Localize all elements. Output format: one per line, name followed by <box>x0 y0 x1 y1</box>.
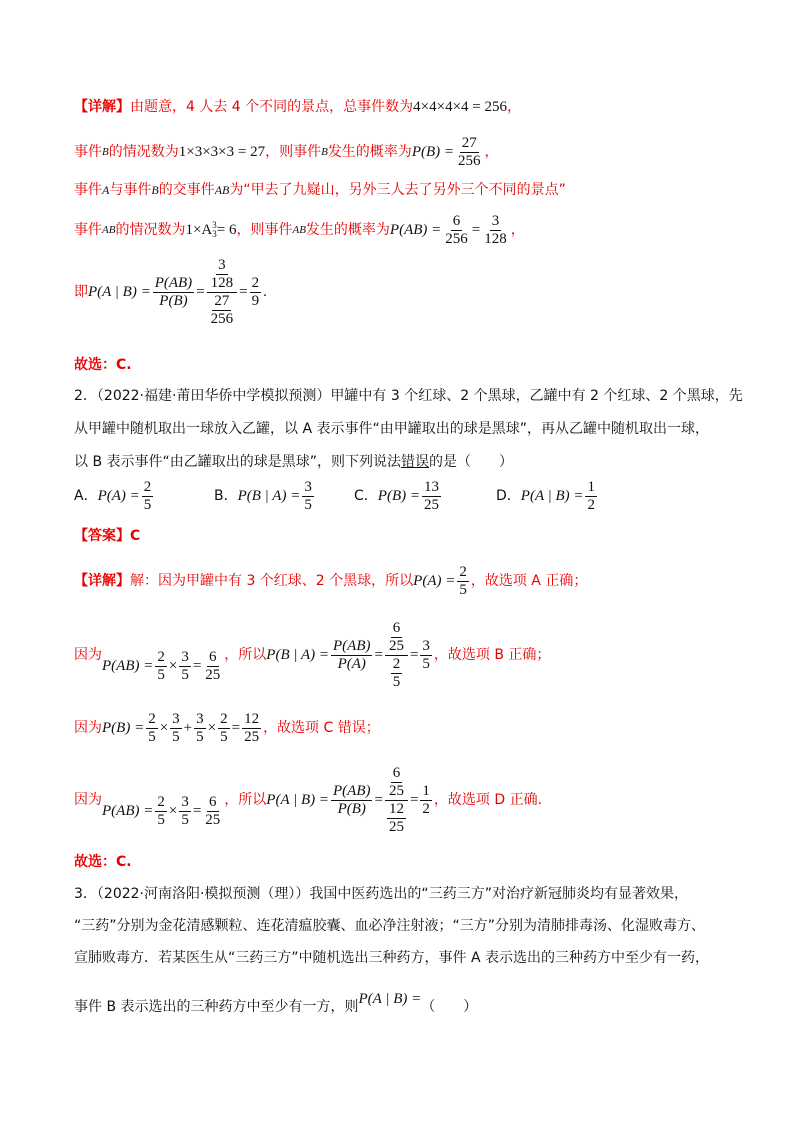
question-2-line-2 <box>74 419 740 439</box>
math-variable: AB <box>214 183 230 197</box>
text: 事件 <box>74 144 102 160</box>
denominator: 25 <box>205 811 221 828</box>
text: . <box>263 284 267 300</box>
question-2-line-1 <box>74 386 743 406</box>
fraction <box>331 638 372 673</box>
equals-sign: = <box>374 792 383 808</box>
equals-sign: = <box>196 284 205 300</box>
option-d[interactable] <box>496 479 599 514</box>
math-variable: B <box>102 146 109 158</box>
lowered-expression <box>102 649 224 684</box>
times-sign: × <box>168 658 178 674</box>
inner-fraction <box>209 257 236 292</box>
text: 故选：C. <box>74 854 132 870</box>
text: ，故选项 B 正确； <box>433 647 551 663</box>
text: 3．（2022·河南洛阳·模拟预测（理））我国中医药选出的“三药三方”对治疗新冠肺炎均有显著效果， <box>74 886 688 902</box>
fraction <box>482 213 509 248</box>
math-variable: B <box>151 183 159 197</box>
denominator: 256 <box>458 152 481 169</box>
math-expression: 4×4×4×4 = 256 <box>413 99 508 115</box>
fraction <box>420 638 432 673</box>
question-3-line-1 <box>74 884 740 904</box>
denominator: 5 <box>181 811 189 828</box>
denominator: 5 <box>148 728 156 745</box>
math-expression: 1×A <box>185 222 213 238</box>
fraction <box>153 275 194 310</box>
denominator: 2 <box>422 800 430 817</box>
text: 解：因为甲罐中有 3 个红球、2 个黑球，所以 <box>130 573 414 589</box>
plus-sign: + <box>183 720 193 736</box>
fraction <box>457 564 469 599</box>
math-expression: P(B) = <box>102 720 145 736</box>
text: ，故选项 D 正确. <box>433 792 543 808</box>
numerator: 3 <box>422 637 430 654</box>
text: 从甲罐中随机取出一球放入乙罐，以 A 表示事件“由甲罐取出的球是黑球”，再从乙罐中随机取出一球， <box>74 421 709 437</box>
inner-fraction <box>387 765 406 800</box>
question-2-line-3 <box>74 452 740 472</box>
denominator: 256 <box>445 230 468 247</box>
numerator: 2 <box>148 710 156 727</box>
denominator: 25 <box>388 782 404 799</box>
denominator: P(B) <box>159 292 188 309</box>
denominator: 5 <box>143 496 152 513</box>
detail-line-3 <box>74 710 740 746</box>
numerator: 12 <box>244 710 260 727</box>
fraction <box>420 783 432 818</box>
denominator: 25 <box>205 666 221 683</box>
text: ，则事件 <box>265 144 322 160</box>
text: 即 <box>74 284 88 300</box>
numerator: P(AB) <box>333 782 371 799</box>
math-expression: 1×3×3×3 = 27 <box>178 144 266 160</box>
denominator: 5 <box>422 655 430 672</box>
detail-answer <box>74 852 740 872</box>
denominator: 5 <box>157 666 165 683</box>
question-3-line-4 <box>74 992 740 1022</box>
answer-line <box>74 526 740 546</box>
math-expression: P(A | B) = <box>88 284 151 300</box>
equals-sign: = <box>471 222 481 238</box>
question-3-line-2 <box>74 916 740 936</box>
numerator: 6 <box>392 764 401 781</box>
denominator: 128 <box>484 230 507 247</box>
perm-sub: 3 <box>212 229 217 239</box>
emphasis-text: 错误 <box>401 454 430 470</box>
text: 2．（2022·福建·莆田华侨中学模拟预测）甲罐中有 3 个红球、2 个黑球，乙罐中有 2 个红球、2 个黑球，先 <box>74 388 743 404</box>
numerator: 2 <box>392 655 401 672</box>
inner-fraction <box>209 293 236 328</box>
math-expression: P(AB) = <box>102 658 154 674</box>
times-sign: × <box>207 720 217 736</box>
denominator: 5 <box>220 728 228 745</box>
solution-line-5 <box>74 258 740 326</box>
option-letter: C． <box>354 488 378 504</box>
question-2-options <box>74 478 740 514</box>
numerator: 3 <box>491 212 500 229</box>
denominator: 5 <box>392 673 401 690</box>
numerator: P(AB) <box>154 274 193 291</box>
denominator: 5 <box>304 496 312 513</box>
numerator: 2 <box>251 274 260 291</box>
numerator: 12 <box>388 800 404 817</box>
equals-sign: = <box>409 792 419 808</box>
detail-line-2 <box>74 620 740 690</box>
denominator: 25 <box>423 496 439 513</box>
solution-answer <box>74 355 740 375</box>
numerator: 2 <box>157 648 165 665</box>
text: 因为 <box>74 647 102 663</box>
denominator: 5 <box>181 666 189 683</box>
text: 的情况数为 <box>108 144 179 160</box>
equals-sign: = <box>231 720 241 736</box>
denominator: 5 <box>157 811 165 828</box>
math-variable: AB <box>292 224 306 236</box>
fraction <box>179 794 191 829</box>
numerator: 2 <box>459 563 467 580</box>
solution-line-2 <box>74 134 740 170</box>
numerator: 2 <box>157 793 165 810</box>
math-expression: P(B | A) = <box>266 647 329 663</box>
complex-denominator <box>389 656 405 691</box>
text: ， <box>507 99 522 115</box>
denominator: 25 <box>388 818 404 835</box>
times-sign: × <box>159 720 169 736</box>
math-variable: AB <box>102 224 116 236</box>
inner-fraction <box>387 801 406 836</box>
text: 事件 <box>74 182 102 198</box>
denominator: 25 <box>244 728 260 745</box>
denominator: 256 <box>210 310 234 327</box>
text: （ ） <box>421 999 478 1015</box>
math-expression: P(B | A) = <box>237 488 301 504</box>
math-expression: P(A) = <box>97 488 140 504</box>
fraction <box>331 783 372 818</box>
numerator: 1 <box>587 478 595 495</box>
detail-line-4 <box>74 762 740 838</box>
text: ， <box>484 144 499 160</box>
text: “三药”分别为金花清感颗粒、连花清瘟胶囊、血必净注射液；“三方”分别为清肺排毒汤、化湿败毒方、 <box>74 918 706 934</box>
fraction <box>456 135 483 170</box>
detail-tag: 【详解】 <box>74 573 130 589</box>
complex-fraction <box>385 620 408 691</box>
text: 宣肺败毒方．若某医生从“三药三方”中随机选出三种药方，事件 A 表示选出的三种药方中至少有一药， <box>74 950 709 966</box>
numerator: 3 <box>181 793 189 810</box>
fraction <box>302 479 314 514</box>
option-b[interactable] <box>214 479 354 514</box>
text: 的是（ ） <box>429 454 514 470</box>
numerator: 6 <box>452 212 461 229</box>
text: ，故选项 A 正确； <box>470 573 588 589</box>
text: ， <box>510 222 525 238</box>
text: 事件 B 表示选出的三种药方中至少有一方，则 <box>74 999 359 1015</box>
fraction <box>443 213 470 248</box>
fraction <box>170 711 182 746</box>
denominator: 5 <box>459 581 467 598</box>
math-expression: P(A | B) = <box>266 792 329 808</box>
numerator: 3 <box>196 710 204 727</box>
perm-sup: 3 <box>212 220 217 230</box>
times-sign: × <box>168 803 178 819</box>
detail-line-1 <box>74 563 740 599</box>
numerator: 27 <box>461 134 477 151</box>
numerator: 13 <box>423 478 439 495</box>
complex-fraction <box>207 257 238 328</box>
numerator: 2 <box>220 710 228 727</box>
equals-sign: = <box>192 803 202 819</box>
text: 因为 <box>74 792 102 808</box>
denominator: 25 <box>388 637 404 654</box>
text: ，则事件 <box>236 222 293 238</box>
numerator: 27 <box>214 292 230 309</box>
fraction <box>203 649 222 684</box>
math-expression: P(A | B) = <box>520 488 584 504</box>
numerator: 3 <box>181 648 189 665</box>
math-variable: B <box>321 146 328 158</box>
numerator: 3 <box>172 710 180 727</box>
lowered-expression <box>102 794 224 829</box>
solution-line-4 <box>74 212 740 248</box>
text: 发生的概率为 <box>327 144 412 160</box>
complex-denominator <box>385 801 408 836</box>
complex-numerator <box>207 257 238 293</box>
text: 故选：C. <box>74 357 132 373</box>
numerator: 1 <box>422 782 430 799</box>
text: 由题意，4 人去 4 个不同的景点，总事件数为 <box>130 99 414 115</box>
denominator: 2 <box>587 496 595 513</box>
numerator: 6 <box>392 619 401 636</box>
text: 为“甲去了九嶷山，另外三人去了另外三个不同的景点” <box>229 182 566 198</box>
text: ，故选项 C 错误； <box>263 720 380 736</box>
text: 的交事件 <box>158 182 215 198</box>
numerator: 6 <box>209 648 217 665</box>
math-expression: P(A) = <box>413 573 456 589</box>
equals-sign: = <box>374 647 383 663</box>
fraction <box>242 711 261 746</box>
fraction <box>155 794 167 829</box>
option-a[interactable] <box>74 479 214 514</box>
math-expression: P(AB) = <box>389 222 442 238</box>
text: 发生的概率为 <box>305 222 390 238</box>
numerator: P(AB) <box>333 637 371 654</box>
solution-line-3 <box>74 180 740 200</box>
fraction <box>155 649 167 684</box>
math-expression: P(B) = <box>377 488 420 504</box>
denominator: 5 <box>172 728 180 745</box>
solution-line-1 <box>74 97 740 117</box>
text: 因为 <box>74 720 102 736</box>
inner-fraction <box>387 620 406 655</box>
complex-fraction <box>385 765 408 836</box>
answer-text: 【答案】C <box>74 528 141 544</box>
equals-sign: = <box>409 647 419 663</box>
option-letter: A． <box>74 488 98 504</box>
fraction <box>194 711 206 746</box>
denominator: P(B) <box>337 800 366 817</box>
option-c[interactable] <box>354 479 496 514</box>
text: 的情况数为 <box>115 222 186 238</box>
fraction <box>203 794 222 829</box>
text: ，所以 <box>224 647 267 663</box>
math-expression: P(B) = <box>411 144 454 160</box>
denominator: P(A) <box>337 655 366 672</box>
inner-fraction <box>391 656 403 691</box>
complex-numerator <box>385 765 408 801</box>
fraction <box>250 275 262 310</box>
numerator: 2 <box>143 478 152 495</box>
equals-sign: = <box>239 284 248 300</box>
text: 以 B 表示事件“由乙罐取出的球是黑球”，则下列说法 <box>74 454 402 470</box>
text: 与事件 <box>109 182 152 198</box>
detail-tag: 【详解】 <box>74 99 130 115</box>
numerator: 3 <box>218 256 226 273</box>
numerator: 6 <box>209 793 217 810</box>
complex-numerator <box>385 620 408 656</box>
question-3-line-3 <box>74 948 740 968</box>
math-expression: = 6 <box>216 222 237 238</box>
fraction <box>585 479 597 514</box>
numerator: 3 <box>304 478 312 495</box>
denominator: 9 <box>251 292 260 309</box>
fraction <box>142 479 154 514</box>
complex-denominator <box>207 293 238 328</box>
fraction <box>218 711 230 746</box>
option-letter: B． <box>214 488 238 504</box>
fraction <box>179 649 191 684</box>
denominator: 5 <box>196 728 204 745</box>
denominator: 128 <box>210 274 234 291</box>
math-expression: P(A | B) = <box>358 991 422 1007</box>
equals-sign: = <box>192 658 202 674</box>
text: 事件 <box>74 222 102 238</box>
text: ，所以 <box>224 792 267 808</box>
math-variable: A <box>102 183 110 197</box>
math-expression: P(AB) = <box>102 803 154 819</box>
fraction <box>146 711 158 746</box>
option-letter: D． <box>496 488 521 504</box>
fraction <box>422 479 441 514</box>
